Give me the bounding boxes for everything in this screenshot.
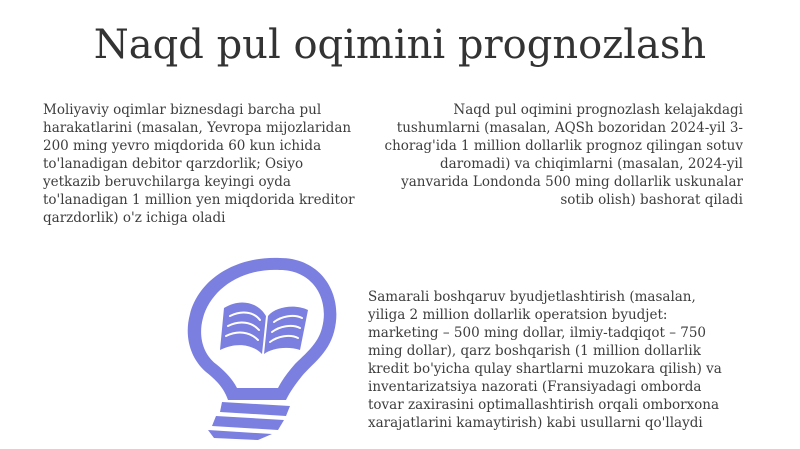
lightbulb-with-book-icon [162, 250, 347, 440]
paragraph-financial-flows: Moliyaviy oqimlar biznesdagi barcha pul harakatlarini (masalan, Yevropa mijozlaridan 200 ming yevro miqdorida 60 kun ichida to'lanadigan debitor qarzdorlik; Osiyo yetkazib beruvchilarga keyingi oyda to'lanadigan 1 million yen miqdorida kreditor qarzdorlik) o'z ichiga oladi [43, 102, 355, 226]
page-title: Naqd pul oqimini prognozlash [93, 22, 707, 68]
paragraph-effective-management: Samarali boshqaruv byudjetlashtirish (masalan, yiliga 2 million dollarlik operatsion byudjet: marketing – 500 ming dollar, ilmiy-tadqiqot – 750 ming dollar), qarz boshqarish (1 million dollarlik kredit bo'yicha qulay shartlarni muzokara qilish) va inventarizatsiya nazorati (Fransiyadagi omborda tovar zaxirasini optimallashtirish orqali omborxona xarajatlarini kamaytirish) kabi usullarni qo'llaydi [368, 289, 722, 431]
paragraph-cash-flow-forecast: Naqd pul oqimini prognozlash kelajakdagi tushumlarni (masalan, AQSh bozoridan 2024-yil 3-chorag'ida 1 million dollarlik prognoz qilingan sotuv daromadi) va chiqimlarni (masalan, 2024-yil yanvarida Londonda 500 ming dollarlik uskunalar sotib olish) bashorat qiladi [384, 102, 743, 208]
